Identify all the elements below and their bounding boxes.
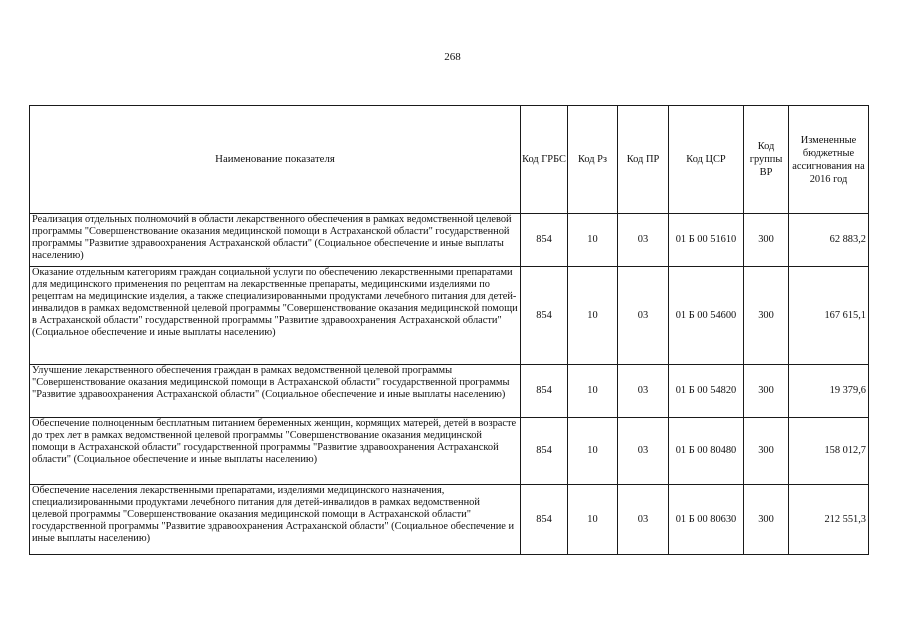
row-rz: 10 (568, 365, 618, 418)
row-name: Обеспечение населения лекарственными препаратами, изделиями медицинского назначения, специализированными продуктами лечебного питания для детей-инвалидов в рамках ведомственной целевой программы "Совершенствование оказания медицинской помощи в Астраханской области" государственной программы "Развитие здравоохранения Астраханской области" (Социальное обеспечение и иные выплаты населению) (30, 485, 521, 555)
table-row (30, 485, 869, 555)
row-pr: 03 (618, 365, 669, 418)
row-pr: 03 (618, 214, 669, 267)
header-pr: Код ПР (618, 106, 669, 214)
row-csr: 01 Б 00 54600 (669, 267, 744, 365)
row-rz: 10 (568, 485, 618, 555)
row-amount: 158 012,7 (789, 418, 869, 485)
row-name: Оказание отдельным категориям граждан социальной услуги по обеспечению лекарственными препаратами для медицинского применения по рецептам на лекарственные препараты, медицинскими изделиями по рецептам на медицинские изделия, а также специализированными продуктами лечебного питания для детей-инвалидов в рамках ведомственной целевой программы "Совершенствование оказания медицинской помощи в Астраханской области" государственной программы "Развитие здравоохранения Астраханской области" (Социальное обеспечение и иные выплаты населению) (30, 267, 521, 365)
row-amount: 19 379,6 (789, 365, 869, 418)
header-csr: Код ЦСР (669, 106, 744, 214)
row-rz: 10 (568, 267, 618, 365)
header-grbs: Код ГРБС (521, 106, 568, 214)
row-csr: 01 Б 00 54820 (669, 365, 744, 418)
table-row (30, 418, 869, 485)
row-csr: 01 Б 00 51610 (669, 214, 744, 267)
header-amount: Измененные бюджетные ассигнования на 2016 год (789, 106, 869, 214)
table-row (30, 214, 869, 267)
row-pr: 03 (618, 267, 669, 365)
row-name: Обеспечение полноценным бесплатным питанием беременных женщин, кормящих матерей, детей в возрасте до трех лет в рамках ведомственной целевой программы "Совершенствование оказания медицинской помощи в Астраханской области" государственной программы "Развитие здравоохранения Астраханской области" (Социальное обеспечение и иные выплаты населению) (30, 418, 521, 485)
row-amount: 62 883,2 (789, 214, 869, 267)
row-vr: 300 (744, 365, 789, 418)
header-rz: Код Рз (568, 106, 618, 214)
table-row (30, 267, 869, 365)
header-name: Наименование показателя (30, 106, 521, 214)
row-vr: 300 (744, 485, 789, 555)
budget-table (29, 105, 869, 555)
header-row (30, 106, 869, 214)
row-name: Улучшение лекарственного обеспечения граждан в рамках ведомственной целевой программы "Совершенствование оказания медицинской помощи в Астраханской области" государственной программы "Развитие здравоохранения Астраханской области" (Социальное обеспечение и иные выплаты населению) (30, 365, 521, 418)
header-vr: Код группы ВР (744, 106, 789, 214)
row-amount: 212 551,3 (789, 485, 869, 555)
row-csr: 01 Б 00 80480 (669, 418, 744, 485)
page-number: 268 (444, 51, 461, 63)
row-grbs: 854 (521, 418, 568, 485)
row-grbs: 854 (521, 214, 568, 267)
row-vr: 300 (744, 267, 789, 365)
row-grbs: 854 (521, 267, 568, 365)
row-grbs: 854 (521, 365, 568, 418)
row-csr: 01 Б 00 80630 (669, 485, 744, 555)
row-vr: 300 (744, 214, 789, 267)
row-pr: 03 (618, 485, 669, 555)
row-pr: 03 (618, 418, 669, 485)
row-name: Реализация отдельных полномочий в области лекарственного обеспечения в рамках ведомственной целевой программы "Совершенствование оказания медицинской помощи в Астраханской области" государственной программы "Развитие здравоохранения Астраханской области" (Социальное обеспечение и иные выплаты населению) (30, 214, 521, 267)
row-grbs: 854 (521, 485, 568, 555)
row-rz: 10 (568, 418, 618, 485)
row-rz: 10 (568, 214, 618, 267)
table-row (30, 365, 869, 418)
row-amount: 167 615,1 (789, 267, 869, 365)
row-vr: 300 (744, 418, 789, 485)
